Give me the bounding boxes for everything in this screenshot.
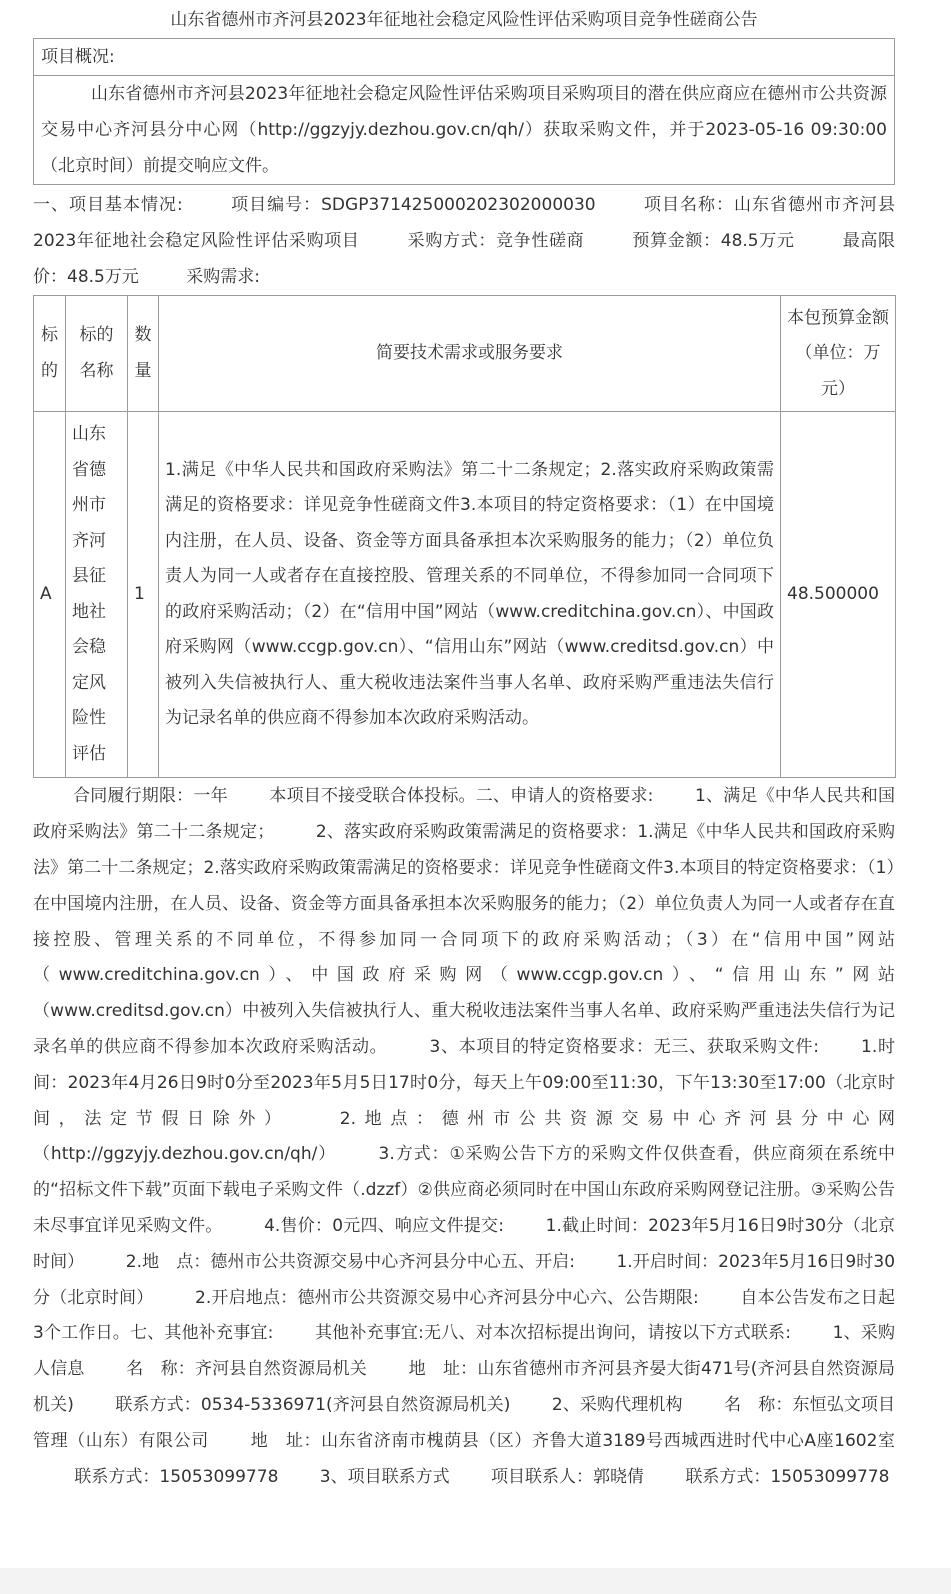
demand-label: 采购需求:	[186, 266, 260, 287]
requirement-2: 2、落实政府采购政策需满足的资格要求：1.满足《中华人民共和国政府采购法》第二十二条规定；2.落实政府采购政策需满足的资格要求：详见竞争性磋商文件3.本项目的特定资格要求：（1）在中国境内注册，在人员、设备、资金等方面具备承担本次采购服务的能力；（2）单位负责人为同一人或者存在直接控股、管理关系的不同单位，不得参加同一合同项下的政府采购活动；（3）在“信用中国”网站（www.creditchina.gov.cn）、中国政府采购网（www.ccgp.gov.cn）、“信用山东”网站（www.creditsd.gov.cn）中被列入失信被执行人、重大税收违法案件当事人名单、政府采购严重违法失信行为记录名单的供应商不得参加本次政府采购活动。	[33, 822, 896, 1057]
project-contact-phone: 联系方式：15053099778	[685, 1466, 890, 1487]
buyer-name: 名 称：齐河县自然资源局机关	[126, 1359, 367, 1380]
agency-address: 地 址：山东省济南市槐荫县（区）齐鲁大道3189号西城西进时代中心A座1602室	[250, 1430, 895, 1451]
cell-budget: 48.500000	[781, 412, 896, 778]
header-lot: 标的	[34, 296, 66, 412]
requirement-3: 3、本项目的特定资格要求：无三、获取采购文件:	[429, 1036, 819, 1057]
table-header-row	[34, 296, 896, 412]
page-footer-band	[0, 1568, 951, 1594]
overview-box	[33, 38, 895, 185]
consortium-note: 本项目不接受联合体投标。二、申请人的资格要求:	[269, 786, 654, 807]
budget-amount: 预算金额：48.5万元	[632, 230, 795, 251]
open-time: 1.开启时间：2023年5月16日9时30分（北京时间）	[33, 1251, 896, 1308]
details	[33, 779, 895, 1495]
agency-contact: 联系方式：15053099778	[74, 1466, 279, 1487]
requirements-table	[33, 295, 896, 778]
table-row	[34, 412, 896, 778]
obtain-time: 1.时间：2023年4月26日9时0分至2023年5月5日17时0分，每天上午09:00至11:30，下午13:30至17:00（北京时间，法定节假日除外）	[33, 1036, 895, 1129]
page-title: 山东省德州市齐河县2023年征地社会稳定风险性评估采购项目竞争性磋商公告	[170, 10, 758, 30]
price: 4.售价：0元四、响应文件提交:	[264, 1215, 504, 1236]
cell-qty: 1	[128, 412, 159, 778]
supplement: 其他补充事宜:无八、对本次招标提出询问，请按以下方式联系:	[314, 1323, 791, 1344]
announcement	[33, 0, 895, 1495]
basic-info-section: 一、项目基本情况:	[33, 195, 183, 215]
basic-info	[33, 188, 895, 295]
project-number: 项目编号：SDGP371425000202302000030	[231, 195, 596, 215]
cell-lot: A	[34, 412, 66, 778]
header-item-name: 标的名称	[66, 296, 128, 412]
contract-period: 合同履行期限：一年	[73, 786, 228, 807]
obtain-place: 2.地点：德州市公共资源交易中心齐河县分中心网（http://ggzyjy.dezhou.gov.cn/qh/）	[33, 1108, 896, 1165]
procurement-method: 采购方式：竞争性磋商	[407, 230, 585, 251]
agency-title: 2、采购代理机构	[551, 1394, 683, 1415]
overview-body: 山东省德州市齐河县2023年征地社会稳定风险性评估采购项目采购项目的潜在供应商应在德州市公共资源交易中心齐河县分中心网（http://ggzyjy.dezhou.gov.cn/qh/）获取采购文件，并于2023-05-16 09:30:00（北京时间）前提交响应文件。	[41, 84, 887, 176]
obtain-method: 3.方式：①采购公告下方的采购文件仅供查看，供应商须在系统中的“招标文件下载”页面下载电子采购文件（.dzzf）②供应商必须同时在中国山东政府采购网登记注册。③采购公告未尽事宜详见采购文件。	[33, 1144, 895, 1236]
project-contact-title: 3、项目联系方式	[319, 1466, 450, 1487]
submit-place: 2.地 点：德州市公共资源交易中心齐河县分中心五、开启:	[125, 1251, 575, 1272]
header-budget: 本包预算金额（单位：万元）	[781, 296, 896, 412]
agency-name: 名 称：东恒弘文项目管理（山东）有限公司	[33, 1394, 896, 1451]
deadline: 1.截止时间：2023年5月16日9时30分（北京时间）	[33, 1215, 896, 1272]
notice-period: 自本公告发布之日起3个工作日。七、其他补充事宜:	[33, 1287, 896, 1344]
requirement-1: 1、满足《中华人民共和国政府采购法》第二十二条规定；	[33, 786, 896, 843]
buyer-address: 地 址：山东省德州市齐河县齐晏大街471号(齐河县自然资源局机关)	[33, 1359, 896, 1415]
buyer-title: 1、采购人信息	[33, 1323, 895, 1380]
header-qty: 数量	[128, 296, 159, 412]
max-price: 最高限价：48.5万元	[33, 230, 896, 287]
buyer-contact: 联系方式：0534-5336971(齐河县自然资源局机关)	[115, 1394, 511, 1415]
cell-requirements: 1.满足《中华人民共和国政府采购法》第二十二条规定；2.落实政府采购政策需满足的资格要求：详见竞争性磋商文件3.本项目的特定资格要求：（1）在中国境内注册，在人员、设备、资金等方面具备承担本次采购服务的能力；（2）单位负责人为同一人或者存在直接控股、管理关系的不同单位，不得参加同一合同项下的政府采购活动；（2）在“信用中国”网站（www.creditchina.gov.cn）、中国政府采购网（www.ccgp.gov.cn）、“信用山东”网站（www.creditsd.gov.cn）中被列入失信被执行人、重大税收违法案件当事人名单、政府采购严重违法失信行为记录名单的供应商不得参加本次政府采购活动。	[159, 412, 781, 778]
project-name: 项目名称：山东省德州市齐河县2023年征地社会稳定风险性评估采购项目	[33, 195, 895, 251]
header-requirements: 简要技术需求或服务要求	[159, 296, 781, 412]
open-place: 2.开启地点：德州市公共资源交易中心齐河县分中心六、公告期限:	[195, 1287, 699, 1308]
overview-heading: 项目概况:	[34, 39, 894, 76]
project-contact-person: 项目联系人：郭晓倩	[491, 1466, 645, 1487]
cell-item-name: 山东省德州市齐河县征地社会稳定风险性评估	[66, 412, 128, 778]
